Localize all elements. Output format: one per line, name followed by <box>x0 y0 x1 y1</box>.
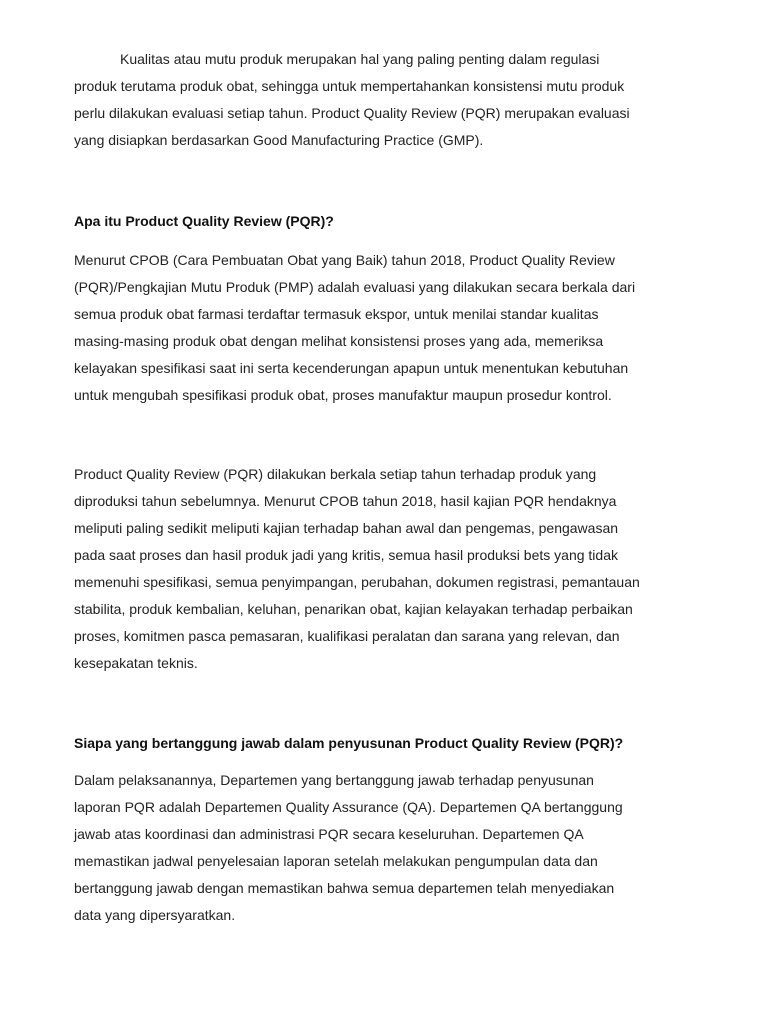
paragraph-line: stabilita, produk kembalian, keluhan, penarikan obat, kajian kelayakan terhadap perbaikan <box>74 601 633 617</box>
paragraph-line: masing-masing produk obat dengan melihat konsistensi proses yang ada, memeriksa <box>74 333 604 349</box>
paragraph-line: untuk mengubah spesifikasi produk obat, proses manufaktur maupun prosedur kontrol. <box>74 387 612 403</box>
paragraph-line: kesepakatan teknis. <box>74 655 198 671</box>
paragraph-line: diproduksi tahun sebelumnya. Menurut CPOB tahun 2018, hasil kajian PQR hendaknya <box>74 493 617 509</box>
paragraph-line: Product Quality Review (PQR) dilakukan berkala setiap tahun terhadap produk yang <box>74 466 597 482</box>
paragraph-line: semua produk obat farmasi terdaftar termasuk ekspor, untuk menilai standar kualitas <box>74 306 599 322</box>
intro-line: Kualitas atau mutu produk merupakan hal yang paling penting dalam regulasi <box>120 51 600 67</box>
paragraph-line: memastikan jadwal penyelesaian laporan setelah melakukan pengumpulan data dan <box>74 853 598 869</box>
definition-paragraph <box>74 247 694 409</box>
paragraph-line: memenuhi spesifikasi, semua penyimpangan, perubahan, dokumen registrasi, pemantauan <box>74 574 640 590</box>
paragraph-line: bertanggung jawab dengan memastikan bahwa semua departemen telah menyediakan <box>74 880 615 896</box>
paragraph-line: Dalam pelaksanannya, Departemen yang bertanggung jawab terhadap penyusunan <box>74 772 594 788</box>
intro-paragraph <box>74 46 694 154</box>
section-heading-what-is-pqr: Apa itu Product Quality Review (PQR)? <box>74 213 334 229</box>
paragraph-line: pada saat proses dan hasil produk jadi yang kritis, semua hasil produksi bets yang tidak <box>74 547 618 563</box>
paragraph-line: proses, komitmen pasca pemasaran, kualifikasi peralatan dan sarana yang relevan, dan <box>74 628 620 644</box>
paragraph-line: laporan PQR adalah Departemen Quality Assurance (QA). Departemen QA bertanggung <box>74 799 623 815</box>
scope-paragraph <box>74 461 694 677</box>
paragraph-line: (PQR)/Pengkajian Mutu Produk (PMP) adalah evaluasi yang dilakukan secara berkala dari <box>74 279 636 295</box>
responsibility-paragraph <box>74 767 694 929</box>
paragraph-line: kelayakan spesifikasi saat ini serta kecenderungan apapun untuk menentukan kebutuhan <box>74 360 629 376</box>
intro-line: produk terutama produk obat, sehingga untuk mempertahankan konsistensi mutu produk <box>74 78 625 94</box>
paragraph-line: meliputi paling sedikit meliputi kajian terhadap bahan awal dan pengemas, pengawasan <box>74 520 619 536</box>
intro-line: perlu dilakukan evaluasi setiap tahun. Product Quality Review (PQR) merupakan evaluasi <box>74 105 630 121</box>
paragraph-line: data yang dipersyaratkan. <box>74 907 236 923</box>
section-heading-responsibility: Siapa yang bertanggung jawab dalam penyusunan Product Quality Review (PQR)? <box>74 735 624 751</box>
paragraph-line: jawab atas koordinasi dan administrasi PQR secara keseluruhan. Departemen QA <box>74 826 584 842</box>
paragraph-line: Menurut CPOB (Cara Pembuatan Obat yang Baik) tahun 2018, Product Quality Review <box>74 252 615 268</box>
intro-line: yang disiapkan berdasarkan Good Manufacturing Practice (GMP). <box>74 132 484 148</box>
